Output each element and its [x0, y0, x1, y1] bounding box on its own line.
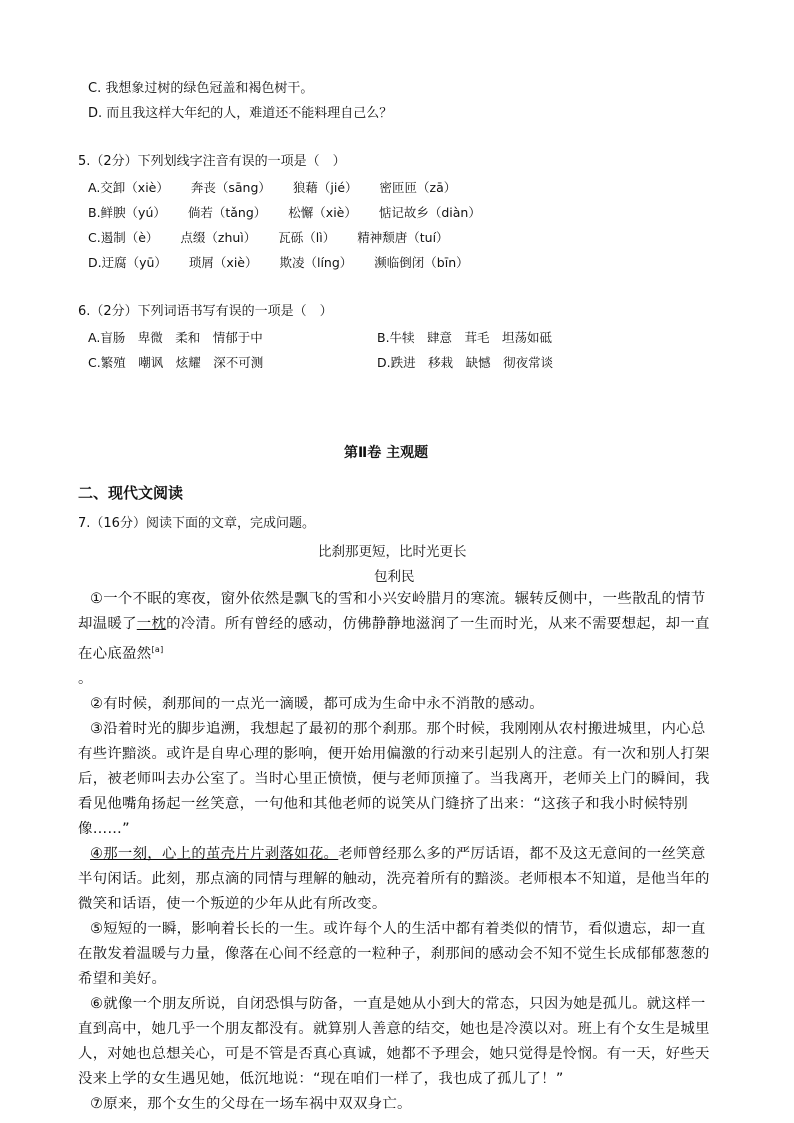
question-7-stem: 7.（16分）阅读下面的文章，完成问题。: [78, 516, 315, 531]
paragraph-1-text-a: ①一个不眠的寒夜，窗外依然是飘飞的雪和小兴安岭腊月的寒流。辗转反侧中，一些散乱的情节却温暖了: [78, 591, 706, 632]
paragraph-7: ⑦原来，那个女生的父母在一场车祸中双双身亡。: [90, 1095, 412, 1112]
underlined-sentence: ④那一刻，心上的茧壳片片剥落如花。: [90, 845, 339, 862]
underlined-phrase: 一枕: [136, 616, 167, 632]
part-2-title: 第Ⅱ卷 主观题: [344, 445, 429, 461]
q5-option-b-word: B.鲜腴（yú）: [88, 205, 166, 220]
paragraph-2: ②有时候，刹那间的一点光一滴暖，都可成为生命中永不消散的感动。: [90, 695, 544, 712]
q6-option-a: A.盲肠 卑微 柔和 情郁于中: [88, 330, 263, 345]
paragraph-4-text: 老师曾经那么多的严厉话语，都不及这无意间的一丝笑意半句闲话。此刻，那点滴的同情与理解的触动，洗亮着所有的黯淡。老师根本不知道，是他当年的微笑和话语，使一个叛逆的少年从此有所改变。: [78, 845, 710, 912]
q6-option-c: C.繁殖 嘲讽 炫耀 深不可测: [88, 355, 264, 370]
q5-option-b-word: 松懈（xiè）: [288, 205, 357, 220]
paragraph-3: ③沿着时光的脚步追溯，我想起了最初的那个刹那。那个时候，我刚刚从农村搬进城里，内心总有些许黯淡。或许是自卑心理的影响，便开始用偏激的行动来引起别人的注意。有一次和别人打架后，被老师叫去办公室了。当时心里正愤愤，便与老师顶撞了。当我离开，老师关上门的瞬间，我看见他嘴角扬起一丝笑意，一句他和其他老师的说笑从门缝挤了出来：“这孩子和我小时候特别像……”: [78, 720, 710, 837]
q5-option-c: [88, 229, 471, 247]
footnote-marker: [a]: [151, 645, 164, 654]
article-title: 比刹那更短，比时光更长: [318, 544, 467, 560]
q5-option-a-word: 狼藉（jié）: [292, 180, 358, 195]
q5-option-b-word: 惦记故乡（diàn）: [378, 205, 481, 220]
option-d-prev: D. 而且我这样大年纪的人，难道还不能料理自己么？: [88, 106, 393, 121]
q5-option-a-word: A.交卸（xiè）: [88, 180, 169, 195]
q5-option-c-word: 瓦砾（lì）: [278, 230, 336, 245]
paragraph-5: ⑤短短的一瞬，影响着长长的一生。或许每个人的生活中都有着类似的情节，看似遗忘，却一直在散发着温暖与力量，像落在心间不经意的一粒种子，刹那间的感动会不知不觉生长成郁郁葱葱的希望和美好。: [78, 920, 710, 987]
paragraph-1-text-b: 的冷清。所有曾经的感动，仿佛静静地滋润了一生而时光，从来不需要想起，却一直在心底盈然: [78, 616, 710, 662]
section-2-heading: 二、现代文阅读: [78, 484, 184, 502]
q5-option-b: [88, 204, 503, 222]
article-author: 包利民: [374, 569, 415, 585]
q5-option-b-word: 倘若（tǎng）: [187, 205, 267, 220]
paragraph-1: [78, 587, 718, 692]
q5-option-d-word: 琐屑（xiè）: [188, 255, 258, 270]
q6-option-d: D.跌进 移栽 缺憾 彻夜常谈: [377, 355, 554, 370]
paragraph-6: ⑥就像一个朋友所说，自闭恐惧与防备，一直是她从小到大的常态，只因为她是孤儿。就这样一直到高中，她几乎一个朋友都没有。就算别人善意的结交，她也是冷漠以对。班上有个女生是城里人，对她也总想关心，可是不管是否真心真诚，她都不予理会，她只觉得是怜悯。有一天，好些天没来上学的女生遇见她，低沉地说：“现在咱们一样了，我也成了孤儿了！”: [78, 995, 710, 1087]
q5-option-a-word: 密匝匝（zā）: [379, 180, 457, 195]
q5-option-a-word: 奔丧（sāng）: [190, 180, 271, 195]
q5-option-c-word: 点缀（zhuì）: [180, 230, 257, 245]
article-body: [78, 587, 718, 1117]
question-6-stem: 6.（2分）下列词语书写有误的一项是（ ）: [78, 304, 333, 319]
q5-option-d-word: 濒临倒闭（bīn）: [374, 255, 469, 270]
q5-option-d-word: 欺凌（líng）: [279, 255, 353, 270]
q5-option-c-word: C.遏制（è）: [88, 230, 159, 245]
q5-option-a: [88, 179, 478, 197]
paragraph-4: [78, 842, 718, 917]
question-5-stem: 5.（2分）下列划线字注音有误的一项是（ ）: [78, 154, 346, 169]
q5-option-d: [88, 254, 491, 272]
q6-option-b: B.牛犊 肆意 茸毛 坦荡如砥: [377, 330, 553, 345]
q5-option-d-word: D.迂腐（yū）: [88, 255, 167, 270]
q5-option-c-word: 精神颓唐（tuí）: [357, 230, 449, 245]
paragraph-1-end: 。: [78, 670, 93, 687]
option-c-prev: C. 我想象过树的绿色冠盖和褐色树干。: [88, 81, 314, 96]
